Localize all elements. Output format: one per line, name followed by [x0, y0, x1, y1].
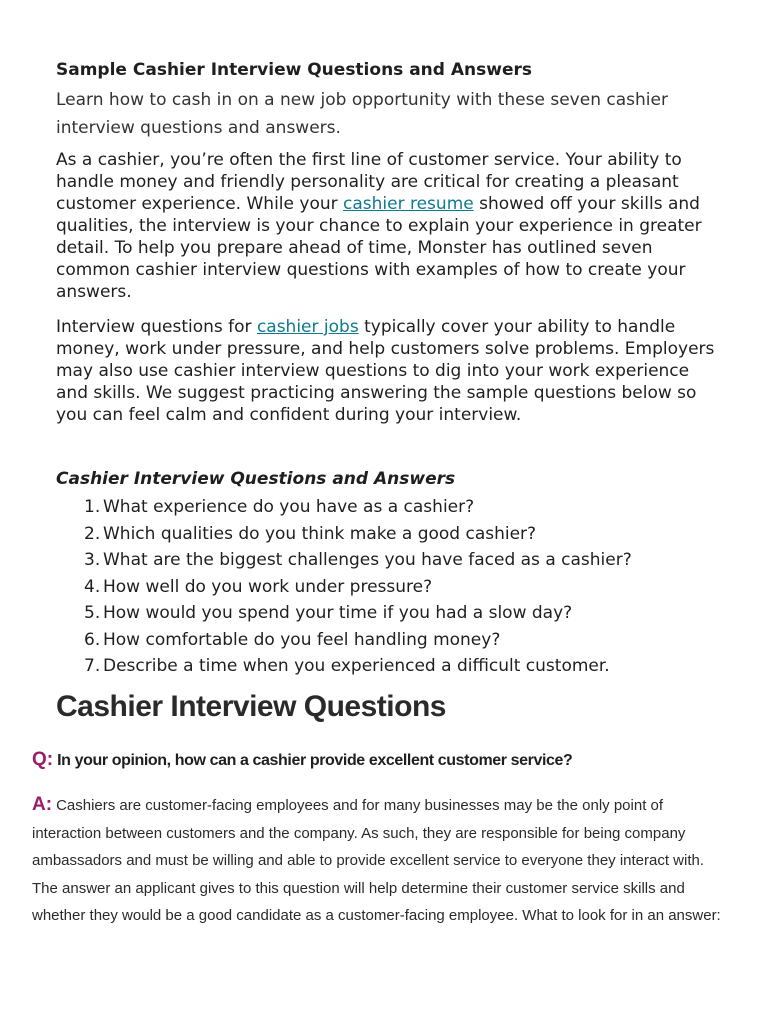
list-item-number: 6.	[84, 629, 101, 650]
article-subtitle: Learn how to cash in on a new job opportunity with these seven cashier interview questions and answers.	[56, 90, 668, 138]
list-item	[84, 574, 632, 601]
list-item-text: What are the biggest challenges you have faced as a cashier?	[103, 550, 632, 570]
intro-text-start: As a cashier, you’re often the first line of customer service. Your ability to handle money and friendly personality are critical for creating a pleasant customer experience. While your	[56, 150, 682, 214]
list-item-text: Describe a time when you experienced a difficult customer.	[103, 656, 610, 676]
questions-overview-paragraph	[56, 316, 726, 426]
list-item	[84, 494, 632, 521]
list-item-number: 4.	[84, 576, 101, 597]
overview-text-end: typically cover your ability to handle money, work under pressure, and help customers solve problems. Employers may also use cashier interview questions to dig into your work experience and skills. We suggest practicing answering the sample questions below so you can feel calm and confident during your interview.	[56, 317, 715, 425]
question-list	[84, 494, 632, 680]
question-marker: Q:	[32, 749, 54, 770]
list-item-number: 1.	[84, 497, 101, 517]
list-item	[84, 600, 632, 627]
list-item-text: Which qualities do you think make a good cashier?	[103, 523, 537, 544]
intro-text-end: showed off your skills and qualities, the interview is your chance to explain your experience in greater detail. To help you prepare ahead of time, Monster has outlined seven common cashier interview questions with examples of how to create your answers.	[56, 194, 702, 302]
list-item-text: How well do you work under pressure?	[103, 576, 433, 597]
list-item-text: What experience do you have as a cashier?	[103, 497, 475, 517]
cashier-jobs-link[interactable]: cashier jobs	[256, 317, 359, 337]
article-title: Sample Cashier Interview Questions and Answers	[56, 60, 532, 80]
cashier-resume-link[interactable]: cashier resume	[343, 194, 474, 214]
list-heading: Cashier Interview Questions and Answers	[56, 469, 456, 489]
list-item	[84, 653, 632, 680]
question-text: In your opinion, how can a cashier provide excellent customer service?	[57, 752, 573, 769]
list-item-number: 5.	[84, 603, 101, 623]
qa-question	[32, 749, 572, 771]
answer-marker: A:	[32, 794, 53, 815]
list-item-number: 3.	[84, 550, 101, 570]
list-item	[84, 627, 632, 654]
list-item-number: 2.	[84, 523, 101, 544]
list-item-text: How would you spend your time if you had a slow day?	[103, 603, 573, 623]
overview-text-start: Interview questions for	[56, 317, 257, 337]
list-item	[84, 521, 632, 548]
list-item-number: 7.	[84, 656, 101, 676]
intro-paragraph	[56, 149, 726, 303]
qa-section-heading: Cashier Interview Questions	[56, 690, 446, 723]
list-item	[84, 547, 632, 574]
list-item-text: How comfortable do you feel handling money?	[103, 629, 501, 650]
qa-answer	[32, 791, 722, 930]
answer-text: Cashiers are customer-facing employees and for many businesses may be the only point of interaction between customers and the company. As such, they are responsible for being company ambassadors and must be willing and able to provide excellent service to everyone they interact with. The answer an applicant gives to this question will help determine their customer service skills and whether they would be a good candidate as a customer-facing employee. What to look for in an answer:	[32, 797, 721, 924]
